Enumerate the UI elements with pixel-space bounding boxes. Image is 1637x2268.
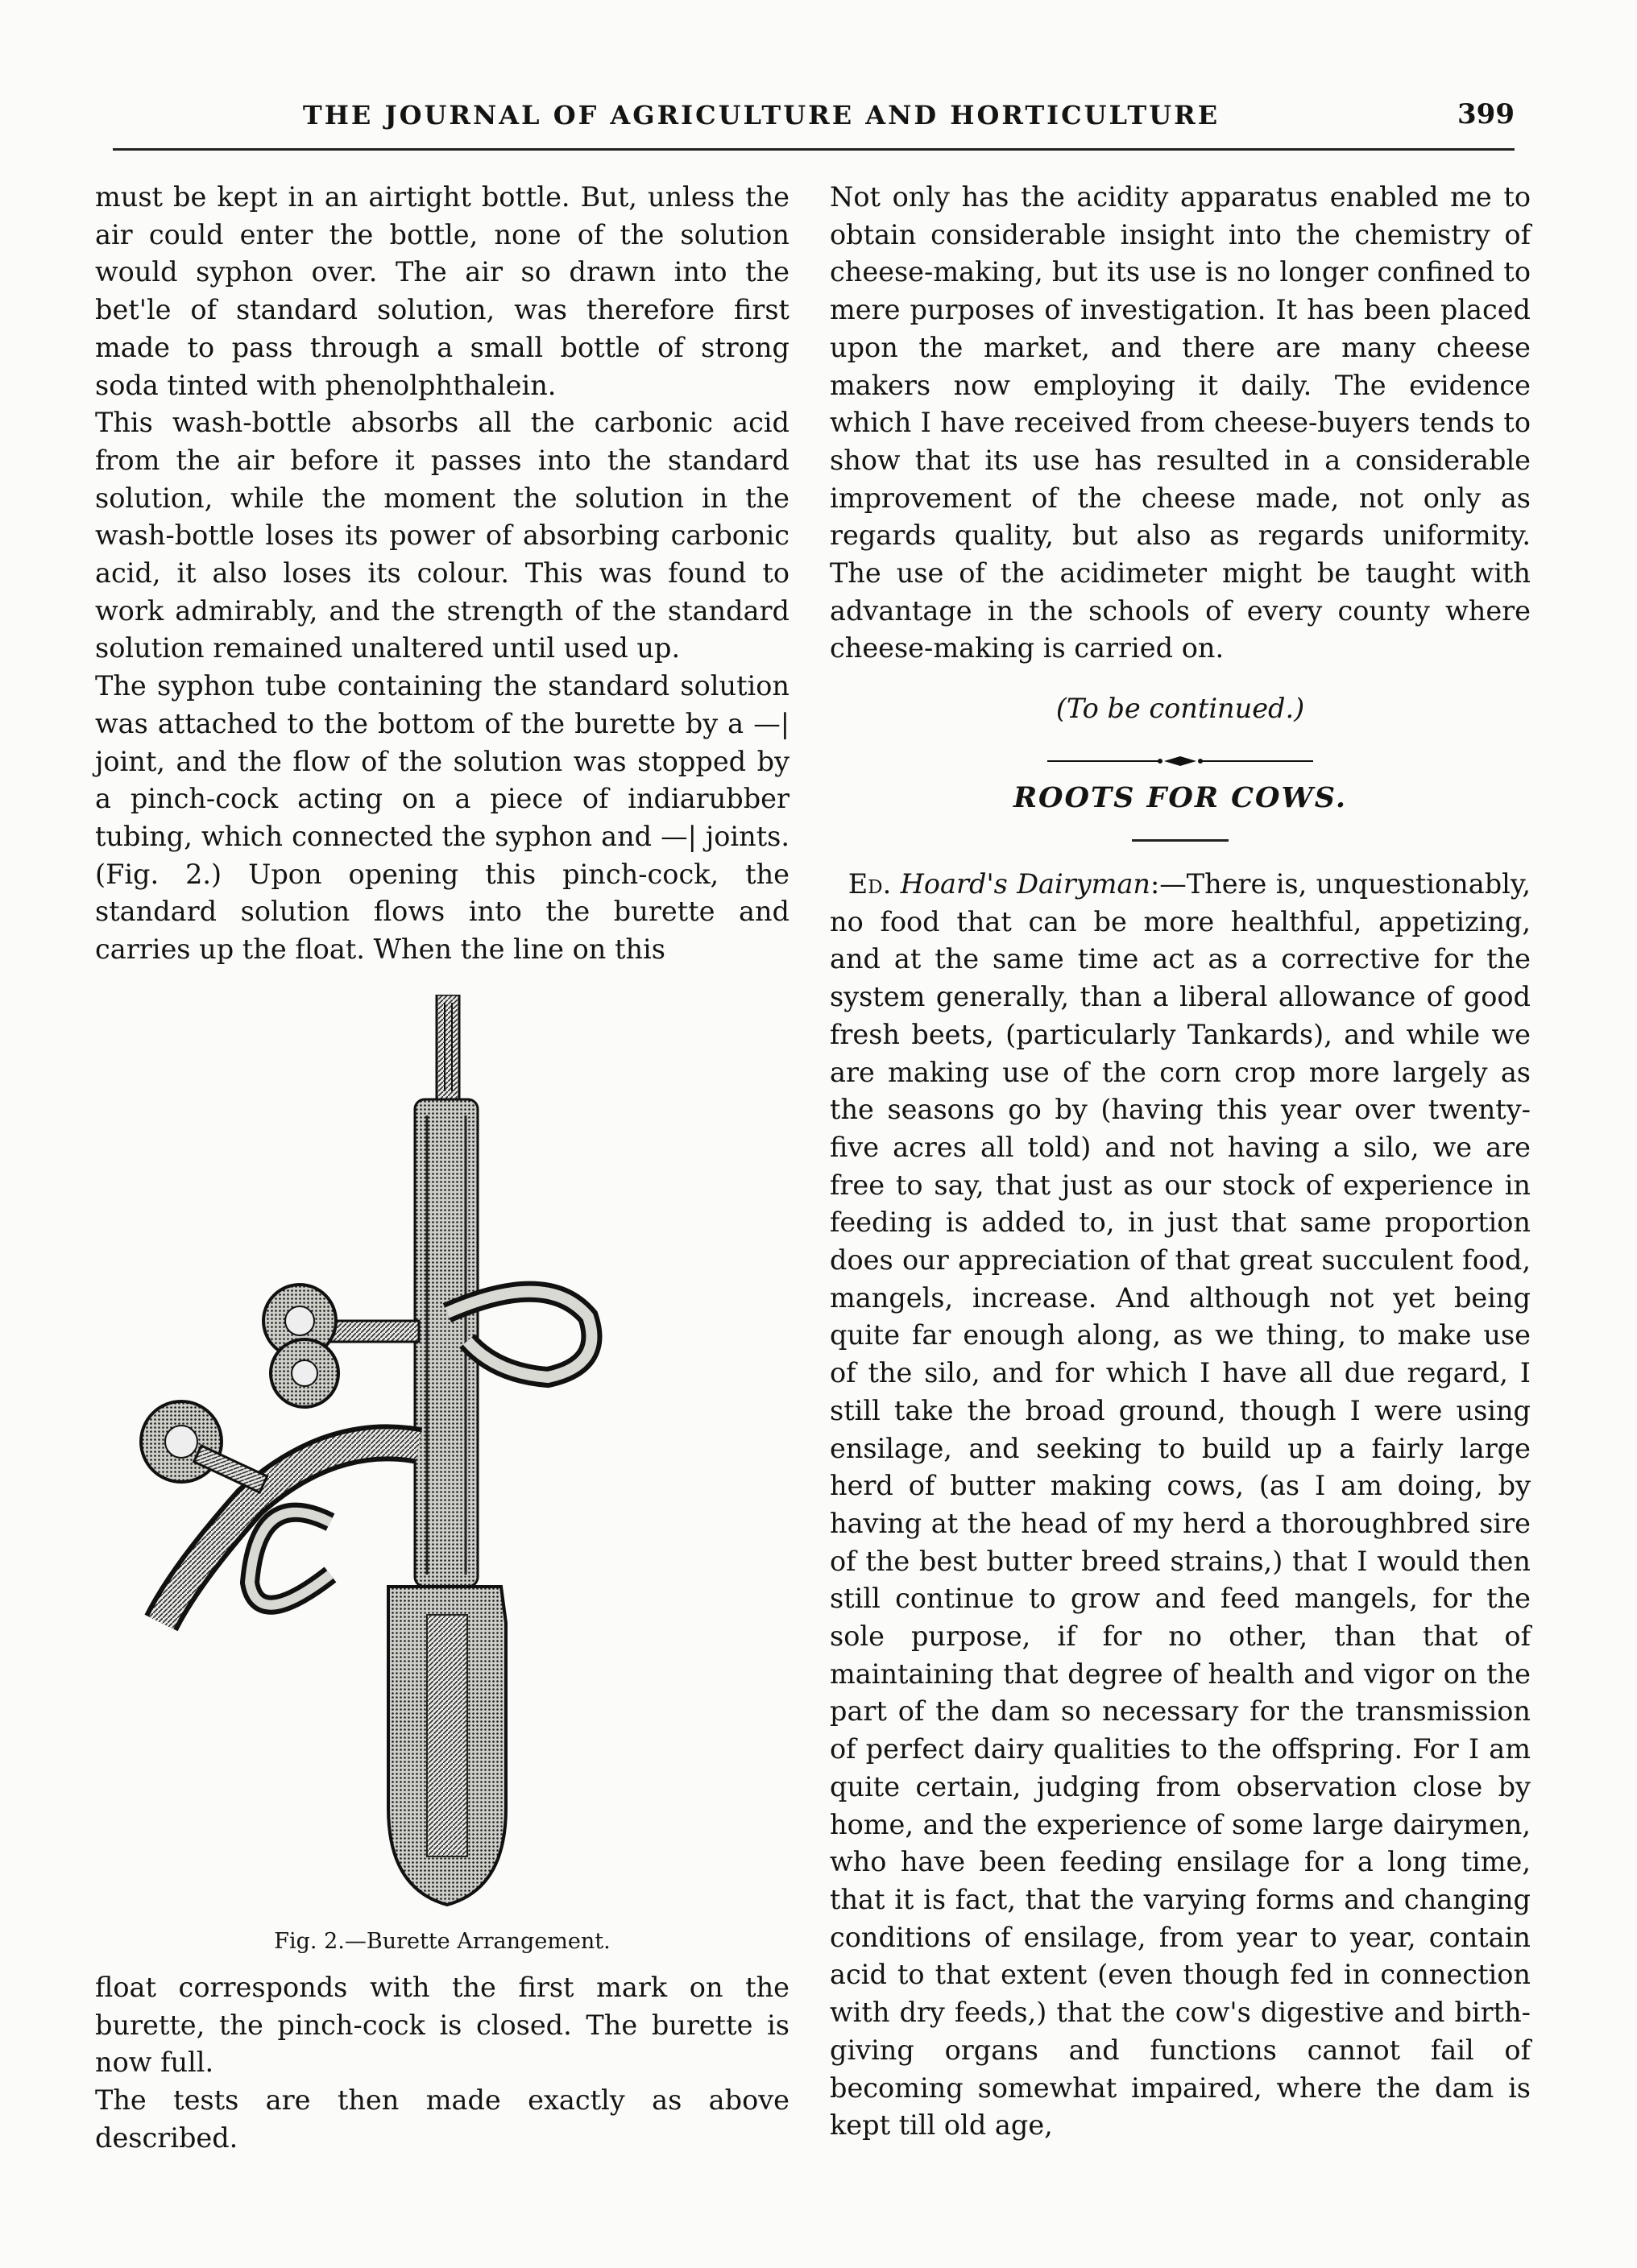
salutation-source: Hoard's Dairyman: [900, 868, 1150, 900]
figure-caption: Fig. 2.—Burette Arrangement.: [274, 1929, 611, 1954]
page-number: 399: [1457, 98, 1515, 130]
paragraph: This wash-bottle absorbs all the carbonic acid from the air before it passes into the standard solution, while the moment the solution in the wash-bottle loses its power of absorbing carbonic acid, it also loses its colour. This was found to work admirably, and the strength of the standard solution remained unaltered until used up.: [95, 407, 789, 664]
salutation-ed: Ed.: [848, 868, 892, 900]
journal-title: THE JOURNAL OF AGRICULTURE AND HORTICULTURE: [302, 100, 1220, 130]
paragraph: must be kept in an airtight bottle. But, unless the air could enter the bottle, none of the solution would syphon over. The air so drawn into the bet'le of standard solution, was therefore first made to pass through a small bottle of strong soda tinted with phenolphthalein.: [95, 181, 789, 401]
article-body: [830, 866, 1531, 2145]
header-rule: [113, 148, 1515, 151]
paragraph: The tests are then made exactly as above described.: [95, 2084, 789, 2154]
running-header: [113, 95, 1515, 151]
article-text: :—There is, unquestionably, no food that can be more healthful, appetizing, and at the same time act as a corrective for the system generally, than a liberal allowance of good fresh beets, (particularly Tankards), and while we are making use of the corn crop more largely as the seasons go by (having this year over twenty-five acres all told) and not having a silo, we are free to say, that just as our stock of experience in feeding is added to, in just that same proportion does our appreciation of that great succulent food, mangels, increase. And although not yet being quite far enough along, as we thing, to make use of the silo, and for which I have all due regard, I still take the broad ground, though I were using ensilage, and seeking to build up a fairly large herd of butter making cows, (as I am doing, by having at the head of my herd a thoroughbred sire of the best butter breed strains,) that I would then still continue to grow and feed mangels, for the sole purpose, if for no other, than that of maintaining that degree of health and vigor on the part of the dam so necessary for the transmission of perfect dairy qualities to the offspring. For I am quite certain, judging from observation close by home, and the experience of some large dairymen, who have been feeding ensilage for a long time, that it is fact, that the varying forms and changing conditions of ensilage, from year to year, contain acid to that extent (even though fed in connection with dry feeds,) that the cow's digestive and birth-giving organs and functions cannot fail of becoming somewhat impaired, where the dam is kept till old age,: [830, 868, 1531, 2142]
left-column-continued: [95, 1969, 789, 2158]
ornamental-divider: [1047, 753, 1313, 769]
paragraph: The syphon tube containing the standard solution was attached to the bottom of the burette by a —| joint, and the flow of the solution was stopped by a pinch-cock acting on a piece of indiarubber tubing, which connected the syphon and —| joints. (Fig. 2.) Upon opening this pinch-cock, the standard solution flows into the burette and carries up the float. When the line on this: [95, 670, 789, 966]
continued-note: (To be continued.): [1055, 693, 1305, 724]
burette-illustration: [129, 995, 773, 1917]
paragraph: Not only has the acidity apparatus enabled me to obtain considerable insight into the chemistry of cheese-making, but its use is no longer confined to mere purposes of investigation. It has been placed upon the market, and there are many cheese makers now employing it daily. The evidence which I have received from cheese-buyers tends to show that its use has resulted in a considerable improvement of the cheese made, not only as regards quality, but also as regards uniformity. The use of the acidimeter might be taught with advantage in the schools of every county where cheese-making is carried on.: [830, 181, 1531, 664]
paragraph: float corresponds with the first mark on the burette, the pinch-cock is closed. The burette is now full.: [95, 1972, 789, 2079]
paragraph: [830, 866, 1531, 2145]
article-title: ROOTS FOR COWS.: [1013, 781, 1348, 814]
left-column: [95, 179, 789, 969]
title-rule: [1132, 839, 1229, 842]
right-column: [830, 179, 1531, 668]
